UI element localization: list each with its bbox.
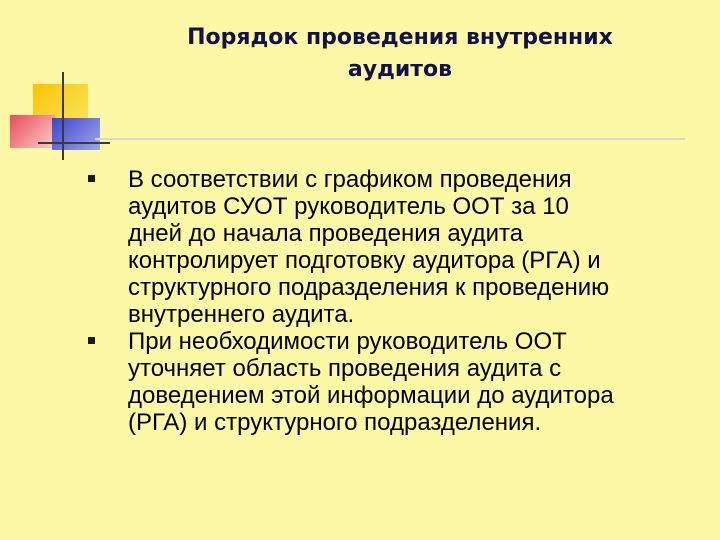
blue-square-shape (52, 118, 100, 150)
slide-body (85, 166, 705, 436)
vertical-rule (62, 72, 64, 160)
bullet-line: При необходимости руководитель ООТ (128, 328, 567, 355)
decorative-logo (0, 0, 110, 170)
bullet-line: дней до начала проведения аудита (128, 220, 524, 247)
bullet-line: В соответствии с графиком проведения (128, 166, 572, 193)
bullet-line: (РГА) и структурного подразделения. (128, 409, 542, 436)
bullet-item (85, 328, 705, 436)
bullet-line: структурного подразделения к проведению (128, 274, 610, 301)
square-bullet-icon (88, 175, 95, 182)
bullet-line: доведением этой информации до аудитора (128, 382, 614, 409)
bullet-line: аудитов СУОТ руководитель ООТ за 10 (128, 193, 569, 220)
bullet-line: уточняет область проведения аудита с (128, 355, 562, 382)
square-bullet-icon (88, 337, 95, 344)
slide-title-line-1: Порядок проведения внутренних (187, 25, 613, 50)
slide-title (140, 22, 660, 86)
short-horizontal-rule (38, 142, 110, 144)
slide-title-line-2: аудитов (347, 57, 453, 82)
bullet-list (85, 166, 705, 436)
title-divider (95, 138, 685, 140)
bullet-line: контролирует подготовку аудитора (РГА) и (128, 247, 601, 274)
bullet-item (85, 166, 705, 328)
bullet-line: внутреннего аудита. (128, 301, 355, 328)
